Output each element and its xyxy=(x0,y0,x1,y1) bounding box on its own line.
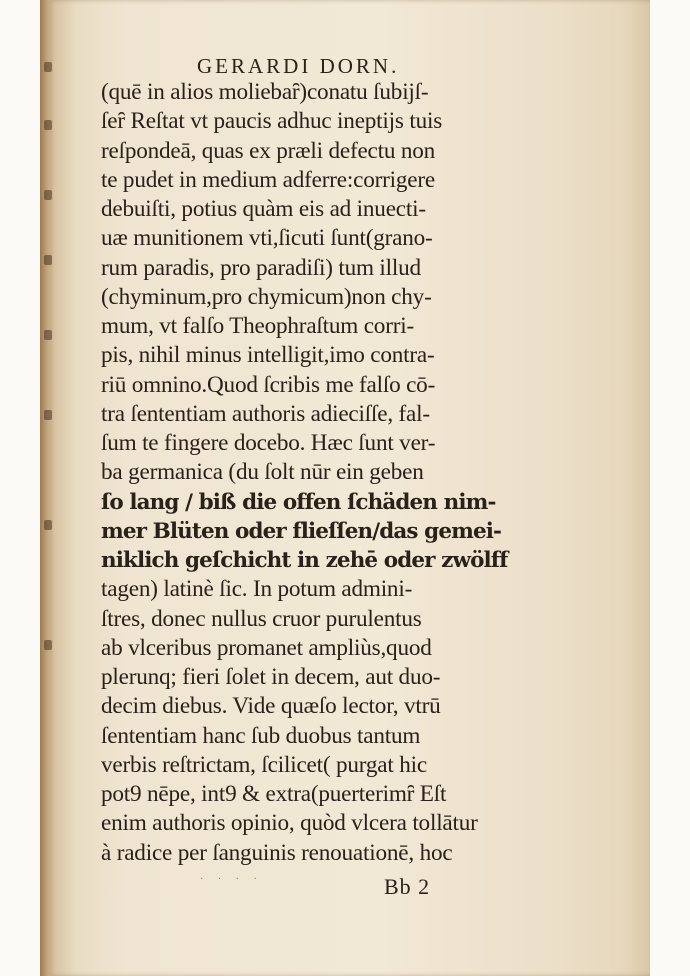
text-line: pis, nihil minus intelligit,imo contra- xyxy=(101,342,435,369)
text-line: (chyminum,pro chymicum)non chy- xyxy=(101,283,432,310)
text-line: ba germanica (du ſolt nūr ein geben xyxy=(101,459,424,486)
ink-bleed-mark xyxy=(44,120,52,130)
text-line: ſtres, donec nullus cruor purulentus xyxy=(101,605,422,632)
text-line: ſententiam hanc ſub duobus tantum xyxy=(101,722,421,749)
ink-bleed-mark xyxy=(44,640,52,650)
ink-bleed-mark xyxy=(44,330,52,340)
text-line: decim diebus. Vide quæſo lector, vtrū xyxy=(101,693,441,720)
text-line: pot9 nēpe, int9 & extra(puerterimȓ Eſt xyxy=(101,781,447,807)
text-line: tagen) latinè ſic. In potum admini- xyxy=(101,576,413,603)
text-line: à radice per ſanguinis renouationē, hoc xyxy=(101,839,453,866)
ink-bleed-mark xyxy=(44,62,52,72)
text-line: verbis reſtrictam, ſcilicet( purgat hic xyxy=(101,751,427,778)
text-line: mum, vt falſo Theophraſtum corri- xyxy=(101,313,415,339)
text-line: plerunq; fieri ſolet in decem, aut duo- xyxy=(101,664,441,690)
text-line: riū omnino.Quod ſcribis me falſo cō- xyxy=(101,371,436,398)
ink-bleed-mark xyxy=(44,255,52,265)
text-line: ſo lang / biß die offen ſchäden nim- xyxy=(101,489,496,515)
text-line: (quē in alios moliebaȓ)conatu ſubijſ- xyxy=(101,79,429,105)
text-line: te pudet in medium adferre:corrigere xyxy=(101,166,436,193)
text-line: ſum te fingere docebo. Hæc ſunt ver- xyxy=(101,430,436,456)
text-line: niklich geſchicht in zehē oder zwölff xyxy=(101,548,508,573)
text-line: uæ munitionem vti,ſicuti ſunt(grano- xyxy=(101,225,433,252)
ink-bleed-mark xyxy=(44,520,52,530)
running-head: GERARDI DORN. xyxy=(197,54,400,78)
body-text xyxy=(101,78,531,868)
text-line: debuiſti, potius quàm eis ad inuecti- xyxy=(101,196,426,222)
paper-speckle: · · · · xyxy=(200,874,263,885)
page-gutter xyxy=(40,0,54,976)
text-line: mer Blüten oder flieſſen/das gemei- xyxy=(101,518,502,544)
signature-mark: Bb 2 xyxy=(384,874,431,899)
ink-bleed-mark xyxy=(44,410,52,420)
text-line: tra ſententiam authoris adieciſſe, fal- xyxy=(101,400,430,427)
text-line: ſeȓ Reſtat vt paucis adhuc ineptijs tuis xyxy=(101,108,443,135)
text-line: enim authoris opinio, quòd vlcera tollātur xyxy=(101,810,478,837)
ink-bleed-mark xyxy=(44,190,52,200)
text-line: rum paradis, pro paradiſi) tum illud xyxy=(101,254,421,281)
text-line: ab vlceribus promanet ampliùs,quod xyxy=(101,634,432,661)
text-line: reſpondeā, quas ex præli defectu non xyxy=(101,137,436,164)
